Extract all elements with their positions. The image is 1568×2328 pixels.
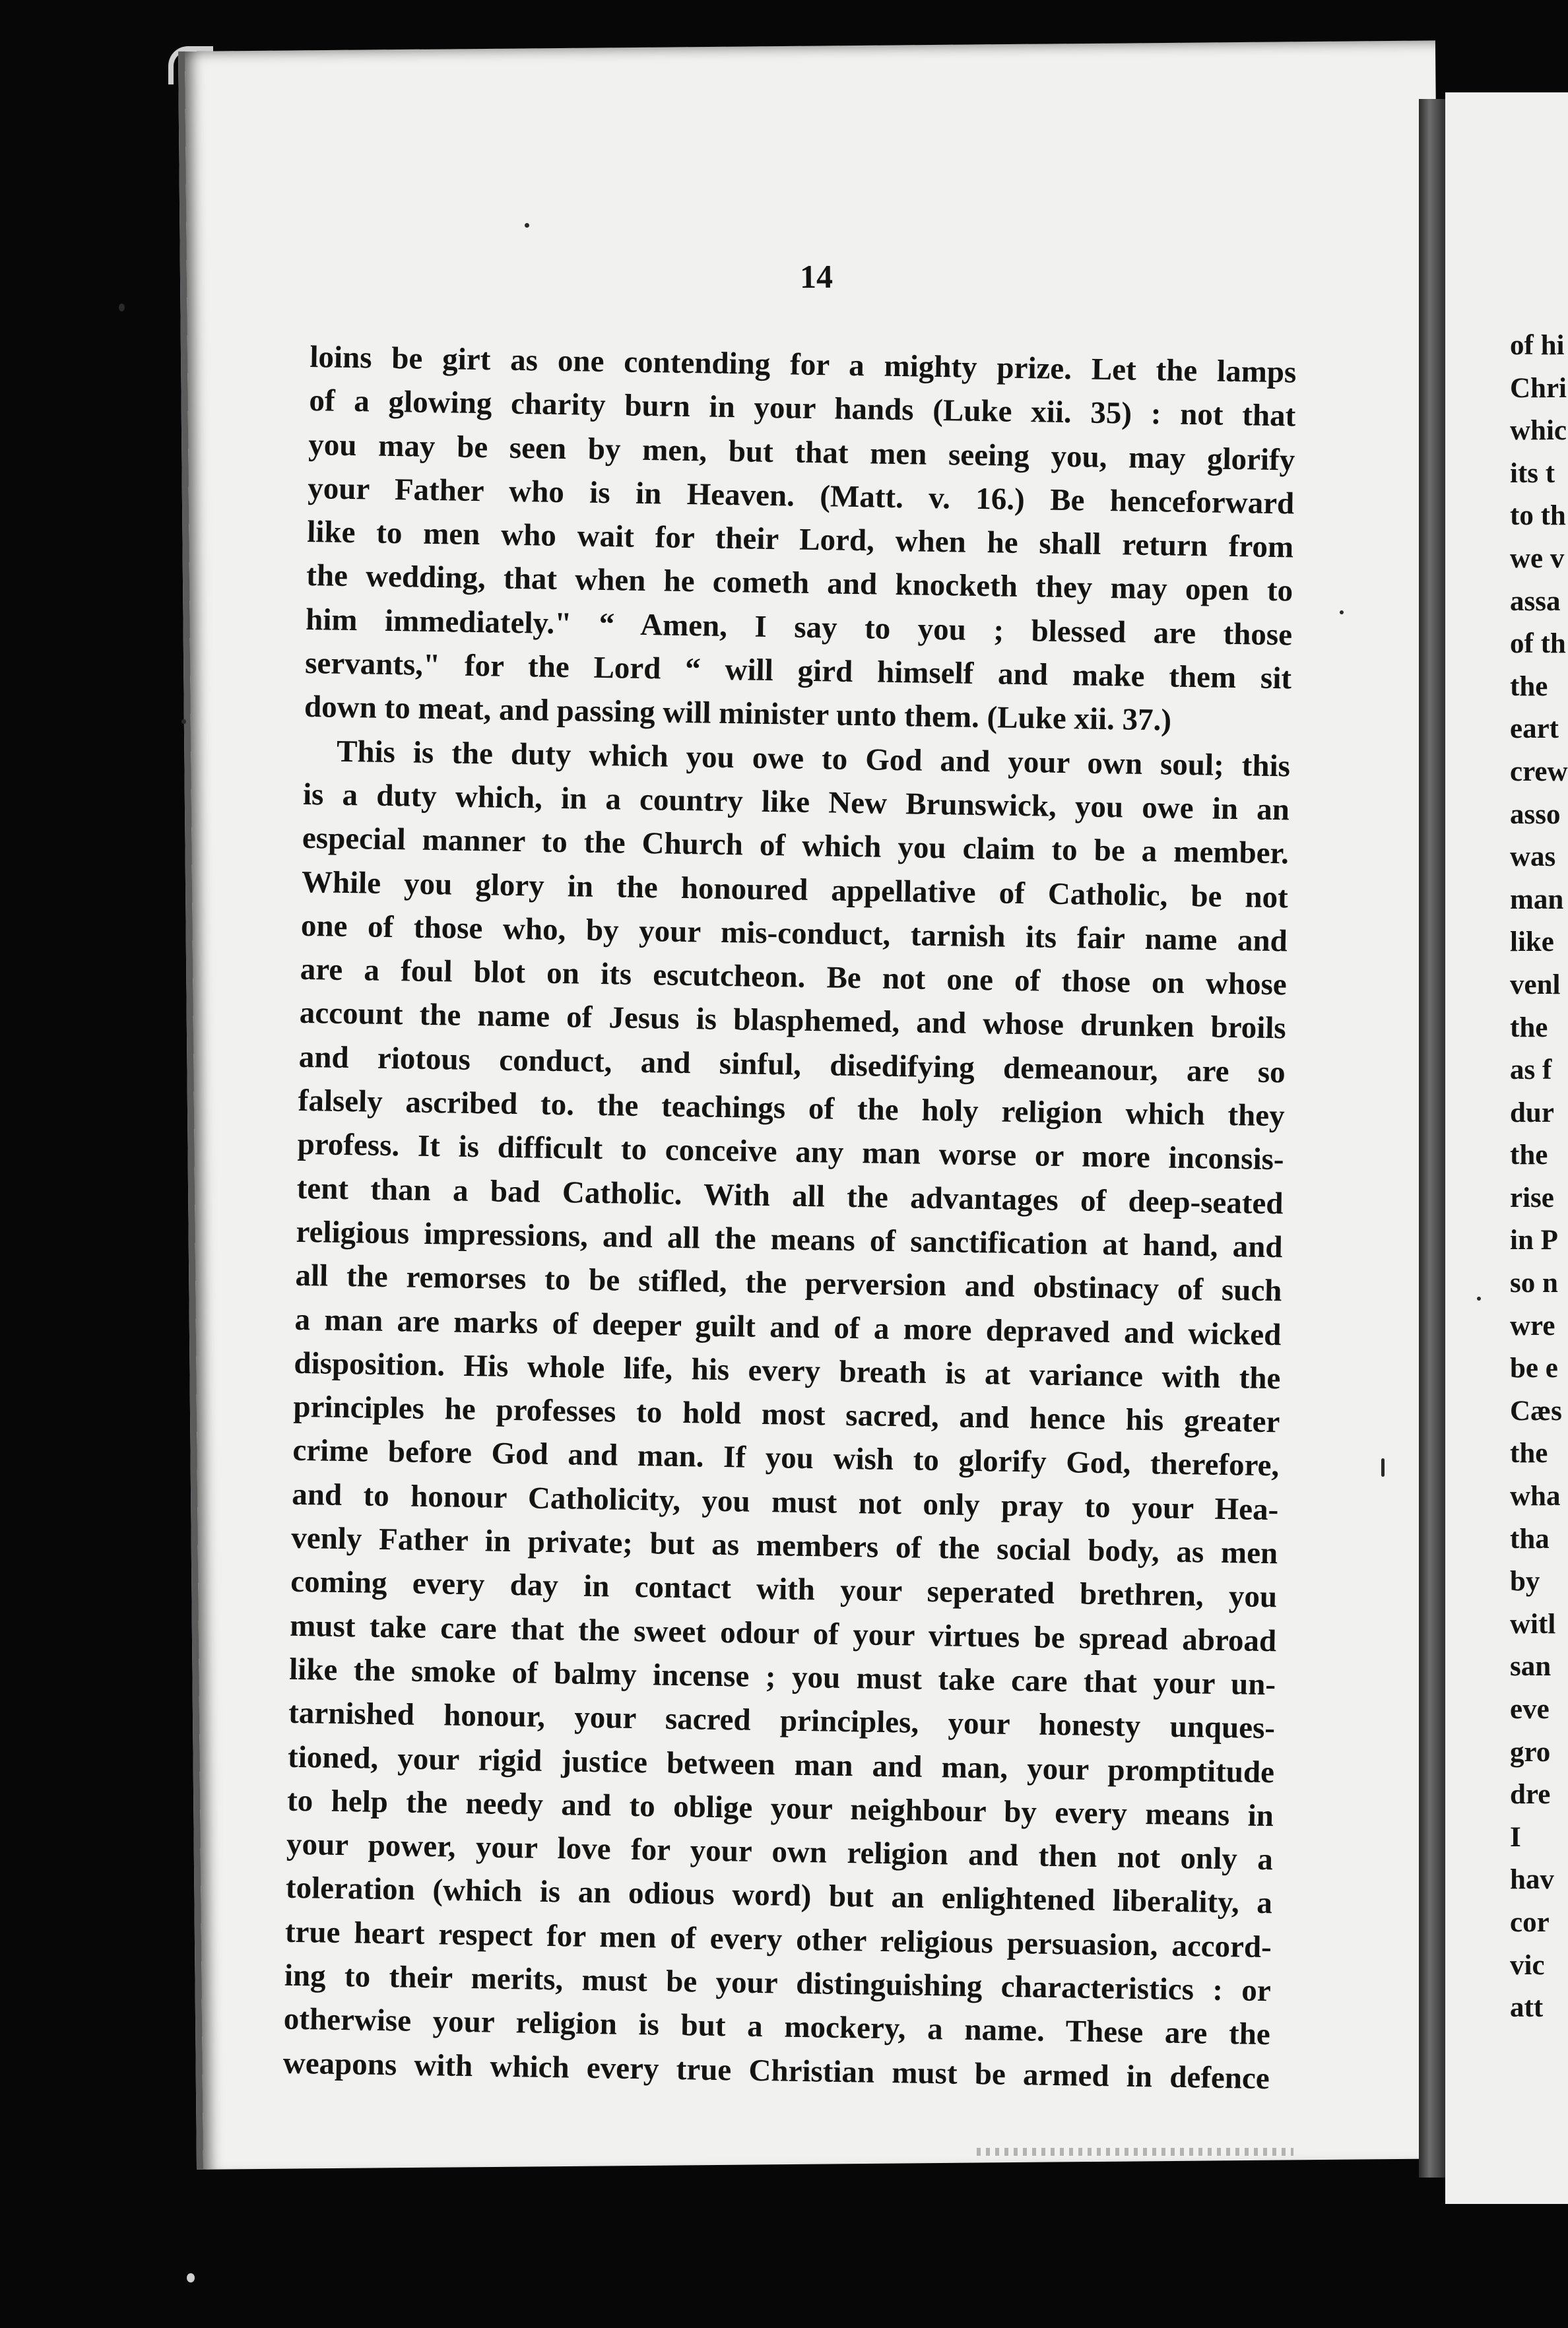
facing-page-line-fragment: dre	[1510, 1779, 1551, 1811]
facing-page-line-fragment: as f	[1510, 1054, 1552, 1086]
facing-page-line-fragment: venl	[1510, 969, 1561, 1000]
text-line: your Father who is in Heaven. (Matt. v. 16.) Be henceforward	[307, 470, 1295, 521]
facing-page-line-fragment: crew	[1510, 756, 1568, 787]
facing-page-line-fragment: Cæs	[1510, 1395, 1562, 1427]
facing-page-line-fragment: like	[1510, 926, 1554, 958]
text-line: tarnished honour, your sacred principles, your honesty unques-	[288, 1695, 1276, 1746]
text-line: a man are marks of deeper guilt and of a more depraved and wicked	[294, 1302, 1282, 1352]
text-line: like the smoke of balmy incense ; you must take care that your un-	[288, 1652, 1276, 1702]
facing-page-line-fragment: was	[1510, 841, 1556, 873]
text-line: and to honour Catholicity, you must not only pray to your Hea-	[291, 1477, 1279, 1527]
dust-speck	[187, 2273, 195, 2282]
dust-speck	[119, 304, 125, 311]
facing-page-line-fragment: its t	[1510, 457, 1555, 489]
print-smudge	[977, 2148, 1293, 2156]
text-line: weapons with which every true Christian must be armed in defence	[282, 2046, 1270, 2096]
text-line: coming every day in contact with your seperated brethren, you	[290, 1565, 1278, 1615]
text-line: This is the duty which you owe to God and your own soul; this	[336, 734, 1291, 784]
dust-speck	[1381, 1458, 1385, 1477]
text-line: one of those who, by your mis-conduct, tarnish its fair name and	[300, 908, 1288, 959]
facing-page-line-fragment: gro	[1510, 1736, 1551, 1768]
facing-page-line-fragment: of hi	[1510, 330, 1565, 361]
text-line: principles he professes to hold most sacred, and hence his greater	[293, 1389, 1280, 1440]
text-line: true heart respect for men of every other religious persuasion, accord-	[284, 1914, 1272, 1964]
text-line: of a glowing charity burn in your hands (Luke xii. 35) : not that	[309, 383, 1296, 434]
facing-page-line-fragment: so n	[1510, 1268, 1558, 1299]
text-line: religious impressions, and all the means of sanctification at hand, and	[296, 1214, 1283, 1265]
facing-page-line-fragment: the	[1510, 670, 1548, 702]
facing-page-line-fragment: man	[1510, 884, 1564, 915]
dust-speck	[1340, 610, 1344, 614]
text-line: servants," for the Lord “ will gird himself and make them sit	[304, 646, 1292, 696]
facing-page-line-fragment: be e	[1510, 1353, 1558, 1384]
text-line: the wedding, that when he cometh and knocketh they may open to	[306, 558, 1293, 608]
text-line: down to meat, and passing will minister unto them. (Luke xii. 37.)	[304, 690, 1172, 738]
text-line: account the name of Jesus is blasphemed, and whose drunken broils	[299, 996, 1287, 1046]
text-line: otherwise your religion is but a mockery, a name. These are the	[283, 2001, 1271, 2052]
book-gutter	[1419, 99, 1445, 2178]
text-line: him immediately." “ Amen, I say to you ; blessed are those	[305, 602, 1293, 653]
facing-page-line-fragment: of th	[1510, 628, 1566, 660]
facing-page-line-fragment: by	[1510, 1566, 1540, 1598]
text-line: ing to their merits, must be your distinguishing characteristics : or	[284, 1958, 1272, 2009]
facing-page-line-fragment: we v	[1510, 542, 1565, 574]
facing-page-line-fragment: the	[1510, 1012, 1548, 1043]
facing-page-line-fragment: the	[1510, 1438, 1548, 1470]
text-line: must take care that the sweet odour of your virtues be spread abroad	[289, 1608, 1277, 1658]
facing-page-line-fragment: wha	[1510, 1481, 1561, 1512]
facing-page-text	[1510, 325, 1568, 2030]
facing-page-line-fragment: assa	[1510, 585, 1561, 617]
facing-page-line-fragment: asso	[1510, 798, 1561, 830]
dust-speck	[181, 719, 186, 724]
body-text	[282, 335, 1296, 2100]
text-line: tioned, your rigid justice between man and man, your promptitude	[287, 1739, 1275, 1790]
text-line: While you glory in the honoured appellative of Catholic, be not	[301, 864, 1289, 915]
text-line: especial manner to the Church of which you claim to be a member.	[302, 821, 1290, 871]
text-line: are a foul blot on its escutcheon. Be not one of those on whose	[300, 952, 1288, 1002]
text-line: like to men who wait for their Lord, when he shall return from	[306, 515, 1294, 565]
text-line: venly Father in private; but as members of the social body, as men	[290, 1520, 1278, 1571]
text-line: falsely ascribed to. the teachings of the holy religion which they	[298, 1083, 1286, 1134]
text-line: toleration (which is an odious word) but an enlightened liberality, a	[285, 1871, 1273, 1921]
facing-page-line-fragment: eart	[1510, 713, 1559, 745]
facing-page-line-fragment: in P	[1510, 1225, 1558, 1256]
text-line: is a duty which, in a country like New Brunswick, you owe in an	[302, 777, 1290, 827]
facing-page-line-fragment: to th	[1510, 500, 1566, 532]
text-line: your power, your love for your own religion and then not only a	[286, 1827, 1274, 1877]
facing-page-line-fragment: tha	[1510, 1523, 1550, 1555]
text-line: to help the needy and to oblige your neighbour by every means in	[286, 1783, 1274, 1834]
text-line: profess. It is difficult to conceive any man worse or more inconsis-	[297, 1127, 1284, 1177]
text-line: all the remorses to be stifled, the perversion and obstinacy of such	[295, 1258, 1282, 1309]
text-line: disposition. His whole life, his every breath is at variance with the	[294, 1345, 1281, 1396]
text-line: and riotous conduct, and sinful, disedifying demeanour, are so	[298, 1039, 1286, 1090]
page-number: 14	[799, 257, 833, 296]
facing-page-line-fragment: dur	[1510, 1097, 1554, 1128]
text-line: you may be seen by men, but that men seeing you, may glorify	[308, 427, 1295, 478]
facing-page-line-fragment: hav	[1510, 1864, 1554, 1896]
facing-page-line-fragment: cor	[1510, 1906, 1550, 1938]
facing-page-line-fragment: the	[1510, 1140, 1548, 1171]
facing-page-line-fragment: rise	[1510, 1182, 1554, 1213]
text-line: crime before God and man. If you wish to glorify God, therefore,	[292, 1433, 1280, 1483]
facing-page-line-fragment: san	[1510, 1651, 1552, 1683]
dust-speck	[525, 223, 529, 228]
text-line: tent than a bad Catholic. With all the advantages of deep-seated	[296, 1171, 1284, 1221]
facing-page-line-fragment: whic	[1510, 415, 1567, 447]
text-line: loins be girt as one contending for a mighty prize. Let the lamps	[310, 339, 1297, 390]
facing-page-line-fragment: att	[1510, 1992, 1544, 2024]
facing-page-line-fragment: I	[1510, 1821, 1521, 1853]
facing-page-line-fragment: vic	[1510, 1949, 1545, 1981]
facing-page-line-fragment: eve	[1510, 1694, 1550, 1725]
facing-page-line-fragment: wre	[1510, 1310, 1555, 1342]
facing-page-line-fragment: witl	[1510, 1608, 1556, 1640]
dust-speck	[1477, 1297, 1481, 1301]
facing-page-line-fragment: Chri	[1510, 372, 1567, 404]
